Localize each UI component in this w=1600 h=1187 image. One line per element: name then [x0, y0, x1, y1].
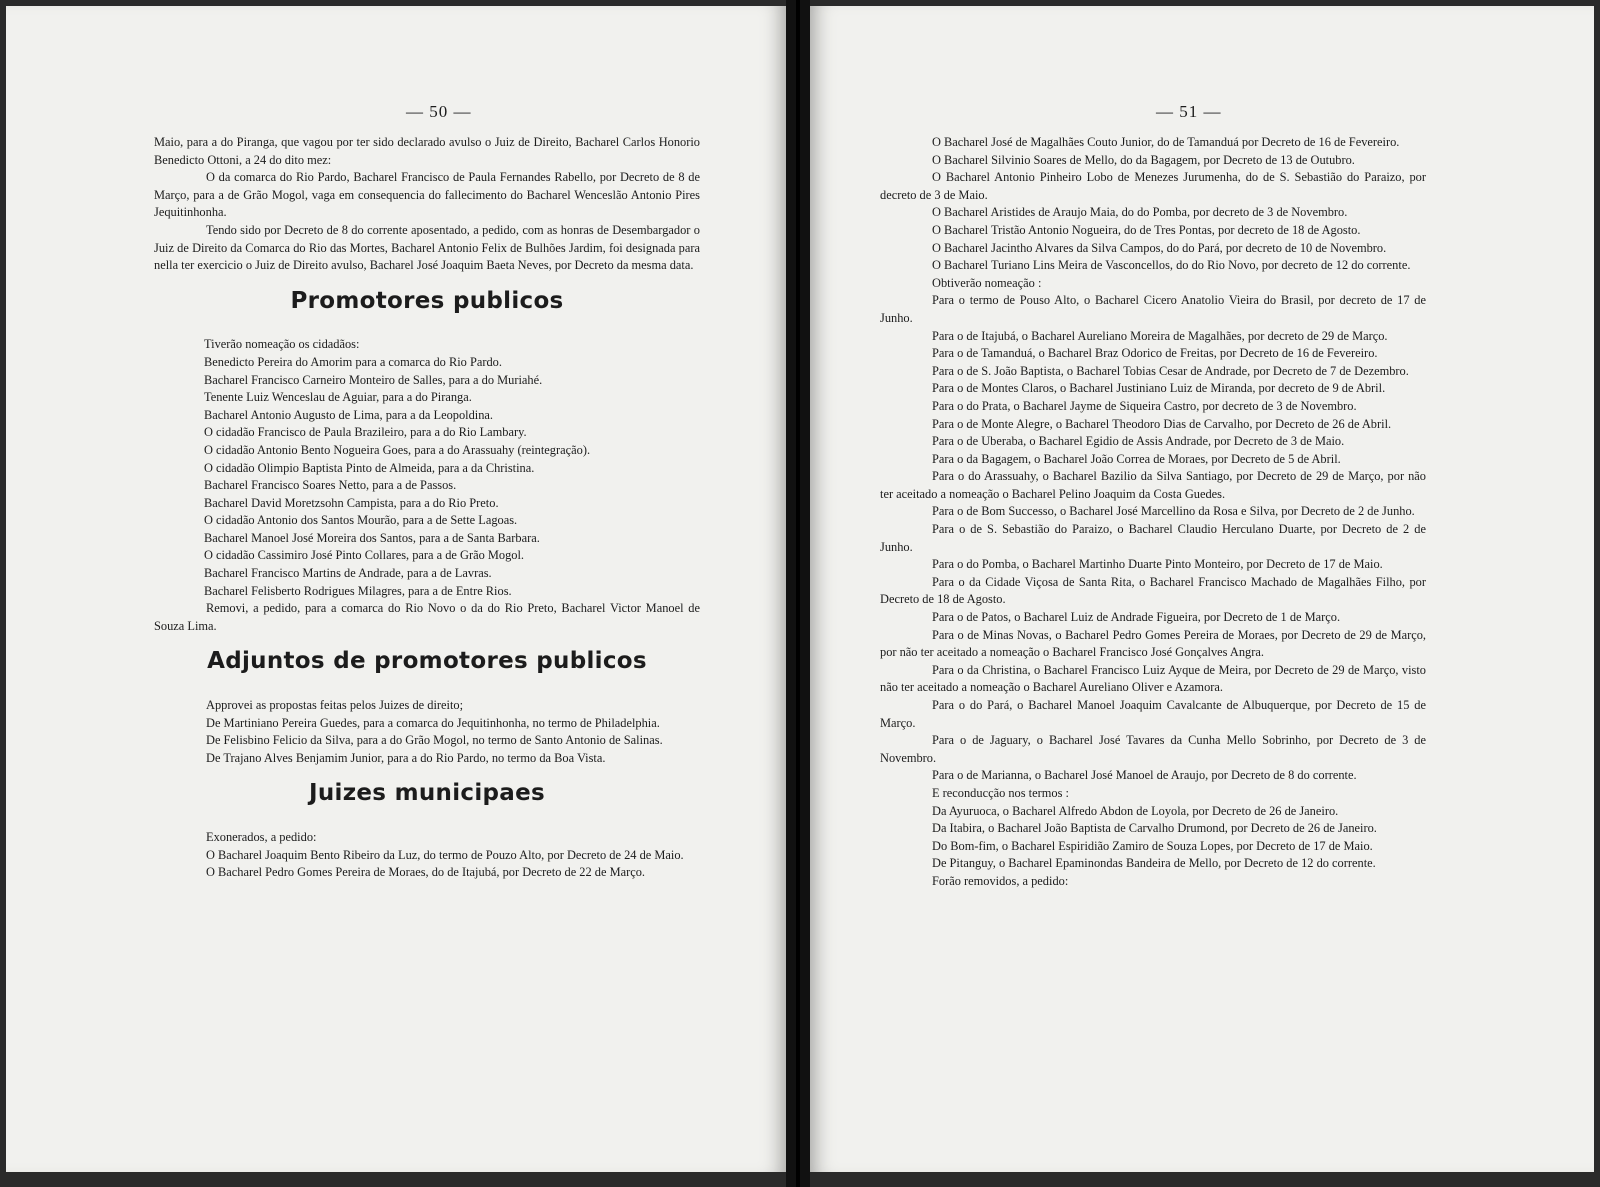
list-item: O cidadão Cassimiro José Pinto Collares, para a de Grão Mogol. [204, 548, 525, 563]
paragraph: Para o de Patos, o Bacharel Luiz de Andrade Figueira, por Decreto de 1 de Março. [932, 610, 1341, 625]
paragraph: Para o da Bagagem, o Bacharel João Correa de Moraes, por Decreto de 5 de Abril. [932, 451, 1341, 466]
list-item: Bacharel Felisberto Rodrigues Milagres, para a de Entre Rios. [204, 583, 512, 598]
paragraph: Tendo sido por Decreto de 8 do corrente aposentado, a pedido, com as honras de Desembargador o Juiz de Direito da Comarca do Rio das Mortes, Bacharel Antonio Felix de Bulhões Jardim, foi designada para nella ter exercicio o Juiz de Direito avulso, Bacharel José Joaquim Baeta Neves, por Decreto da mesma data. [154, 222, 700, 273]
paragraph: Para o termo de Pouso Alto, o Bacharel Cicero Anatolio Vieira do Brasil, por decreto de 17 de Junho. [880, 293, 1426, 325]
right-page [810, 6, 1594, 1172]
list-item: Tenente Luiz Wenceslau de Aguiar, para a do Piranga. [204, 390, 472, 405]
paragraph: O da comarca do Rio Pardo, Bacharel Francisco de Paula Fernandes Rabello, por Decreto de 8 de Março, para a de Grão Mogol, vaga em consequencia do fallecimento do Bacharel Wenceslão Antonio Pires Jequitinhonha. [154, 170, 700, 220]
list-item: Bacharel Francisco Soares Netto, para a de Passos. [204, 478, 457, 493]
list-item: Bacharel Manoel José Moreira dos Santos, para a de Santa Barbara. [204, 530, 540, 545]
paragraph: O Bacharel Turiano Lins Meira de Vasconcellos, do do Rio Novo, por decreto de 12 do corrente. [932, 258, 1411, 273]
paragraph: De Pitanguy, o Bacharel Epaminondas Bandeira de Mello, por Decreto de 12 do corrente. [932, 856, 1376, 871]
paragraph: Para o do Pará, o Bacharel Manoel Joaquim Cavalcante de Albuquerque, por Decreto de 15 de Março. [880, 698, 1426, 730]
paragraph: De Felisbino Felicio da Silva, para a do Grão Mogol, no termo de Santo Antonio de Salinas. [206, 733, 663, 748]
list-item: O cidadão Francisco de Paula Brazileiro, para a do Rio Lambary. [204, 425, 527, 440]
page-number-51: — 51 — [1156, 102, 1222, 121]
section-title-juizes: Juizes municipaes [309, 780, 545, 807]
paragraph: O Bacharel Silvinio Soares de Mello, do da Bagagem, por Decreto de 13 de Outubro. [932, 152, 1355, 167]
section-title-promotores: Promotores publicos [290, 287, 564, 314]
list-item: Bacharel Francisco Martins de Andrade, para a de Lavras. [204, 566, 492, 581]
list-item: Tiverão nomeação os cidadãos: [204, 337, 360, 352]
section-title-adjuntos: Adjuntos de promotores publicos [207, 648, 647, 675]
paragraph: Para o de Jaguary, o Bacharel José Tavares da Cunha Mello Sobrinho, por Decreto de 3 de Novembro. [880, 733, 1426, 765]
paragraph: De Trajano Alves Benjamim Junior, para a do Rio Pardo, no termo da Boa Vista. [206, 750, 606, 765]
paragraph: Para o do Prata, o Bacharel Jayme de Siqueira Castro, por decreto de 3 de Novembro. [932, 398, 1357, 413]
paragraph: Para o do Pomba, o Bacharel Martinho Duarte Pinto Monteiro, por Decreto de 17 de Maio. [932, 557, 1383, 572]
paragraph: E reconducção nos termos : [932, 785, 1069, 800]
paragraph: O Bacharel Antonio Pinheiro Lobo de Menezes Jurumenha, do de S. Sebastião do Paraizo, por decreto de 3 de Maio. [880, 170, 1426, 202]
paragraph: O Bacharel Jacintho Alvares da Silva Campos, do do Pará, por decreto de 10 de Novembro. [932, 240, 1387, 255]
paragraph: Para o de Minas Novas, o Bacharel Pedro Gomes Pereira de Moraes, por Decreto de 29 de Março, por não ter aceitado a nomeação o Bacharel Francisco José Gonçalves Angra. [880, 627, 1426, 660]
paragraph: O Bacharel Aristides de Araujo Maia, do do Pomba, por decreto de 3 de Novembro. [932, 205, 1348, 220]
paragraph: Para o do Arassuahy, o Bacharel Bazilio da Silva Santiago, por Decreto de 29 de Março, por não ter aceitado a nomeação o Bacharel Pelino Joaquim da Costa Guedes. [880, 469, 1426, 501]
paragraph: Para o da Christina, o Bacharel Francisco Luiz Ayque de Meira, por Decreto de 29 de Março, visto não ter aceitado a nomeação o Bacharel Aureliano Oliver e Azamora. [880, 662, 1426, 695]
paragraph: Para o de Marianna, o Bacharel José Manoel de Araujo, por Decreto de 8 do corrente. [932, 768, 1357, 783]
paragraph: Para o de Montes Claros, o Bacharel Justiniano Luiz de Miranda, por decreto de 9 de Abril. [932, 381, 1386, 396]
paragraph: De Martiniano Pereira Guedes, para a comarca do Jequitinhonha, no termo de Philadelphia. [206, 715, 660, 730]
list-item: O cidadão Antonio Bento Nogueira Goes, para a do Arassuahy (reintegração). [204, 442, 591, 457]
paragraph: O Bacharel José de Magalhães Couto Junior, do de Tamanduá por Decreto de 16 de Fevereiro. [932, 135, 1400, 149]
list-item: Benedicto Pereira do Amorim para a comarca do Rio Pardo. [204, 354, 502, 369]
right-page-body [880, 134, 1426, 891]
paragraph: O Bacharel Pedro Gomes Pereira de Moraes, do de Itajubá, por Decreto de 22 de Março. [206, 865, 646, 880]
list-item: O cidadão Olimpio Baptista Pinto de Almeida, para a da Christina. [204, 460, 535, 475]
paragraph: Exonerados, a pedido: [206, 830, 317, 844]
binding-line [796, 0, 800, 1187]
paragraph: Para o da Cidade Viçosa de Santa Rita, o Bacharel Francisco Machado de Magalhães Filho, por Decreto de 18 de Agosto. [880, 574, 1426, 607]
paragraph: Para o de Monte Alegre, o Bacharel Theodoro Dias de Carvalho, por Decreto de 26 de Abril. [932, 416, 1392, 431]
list-item: Bacharel Antonio Augusto de Lima, para a da Leopoldina. [204, 407, 494, 422]
paragraph: Para o de S. João Baptista, o Bacharel Tobias Cesar de Andrade, por Decreto de 7 de Dezembro. [932, 363, 1409, 378]
paragraph: Para o de Bom Successo, o Bacharel José Marcellino da Rosa e Silva, por Decreto de 2 de Junho. [932, 504, 1415, 519]
left-page [6, 6, 786, 1172]
paragraph: Para o de Tamanduá, o Bacharel Braz Odorico de Freitas, por Decreto de 16 de Fevereiro. [932, 346, 1378, 361]
list-item: Bacharel David Moretzsohn Campista, para a do Rio Preto. [204, 495, 499, 510]
page-number-50: — 50 — [406, 102, 472, 121]
paragraph: O Bacharel Joaquim Bento Ribeiro da Luz, do termo de Pouzo Alto, por Decreto de 24 de Maio. [206, 847, 684, 862]
paragraph: Forão removidos, a pedido: [932, 873, 1069, 888]
paragraph: Para o de S. Sebastião do Paraizo, o Bacharel Claudio Herculano Duarte, por Decreto de 2 de Junho. [880, 522, 1426, 554]
paragraph: Obtiverão nomeação : [932, 275, 1042, 290]
paragraph: Para o de Itajubá, o Bacharel Aureliano Moreira de Magalhães, por decreto de 29 de Março. [932, 328, 1388, 343]
paragraph: Removi, a pedido, para a comarca do Rio Novo o da do Rio Preto, Bacharel Victor Manoel de Souza Lima. [154, 601, 700, 633]
paragraph: Do Bom-fim, o Bacharel Espiridião Zamiro de Souza Lopes, por Decreto de 17 de Maio. [932, 838, 1373, 853]
paragraph: Da Ayuruoca, o Bacharel Alfredo Abdon de Loyola, por Decreto de 26 de Janeiro. [932, 803, 1339, 818]
paragraph: Da Itabira, o Bacharel João Baptista de Carvalho Drumond, por Decreto de 26 de Janeiro. [932, 821, 1377, 836]
left-page-body [154, 134, 700, 882]
paragraph: Para o de Uberaba, o Bacharel Egidio de Assis Andrade, por Decreto de 3 de Maio. [932, 434, 1345, 449]
promotores-list [154, 336, 700, 600]
list-item: O cidadão Antonio dos Santos Mourão, para a de Sette Lagoas. [204, 513, 518, 528]
paragraph: O Bacharel Tristão Antonio Nogueira, do de Tres Pontas, por decreto de 18 de Agosto. [932, 222, 1361, 237]
list-item: Bacharel Francisco Carneiro Monteiro de Salles, para a do Muriahé. [204, 372, 543, 387]
paragraph: Approvei as propostas feitas pelos Juizes de direito; [206, 698, 464, 713]
paragraph: Maio, para a do Piranga, que vagou por ter sido declarado avulso o Juiz de Direito, Bacharel Carlos Honorio Benedicto Ottoni, a 24 do dito mez: [154, 135, 700, 167]
